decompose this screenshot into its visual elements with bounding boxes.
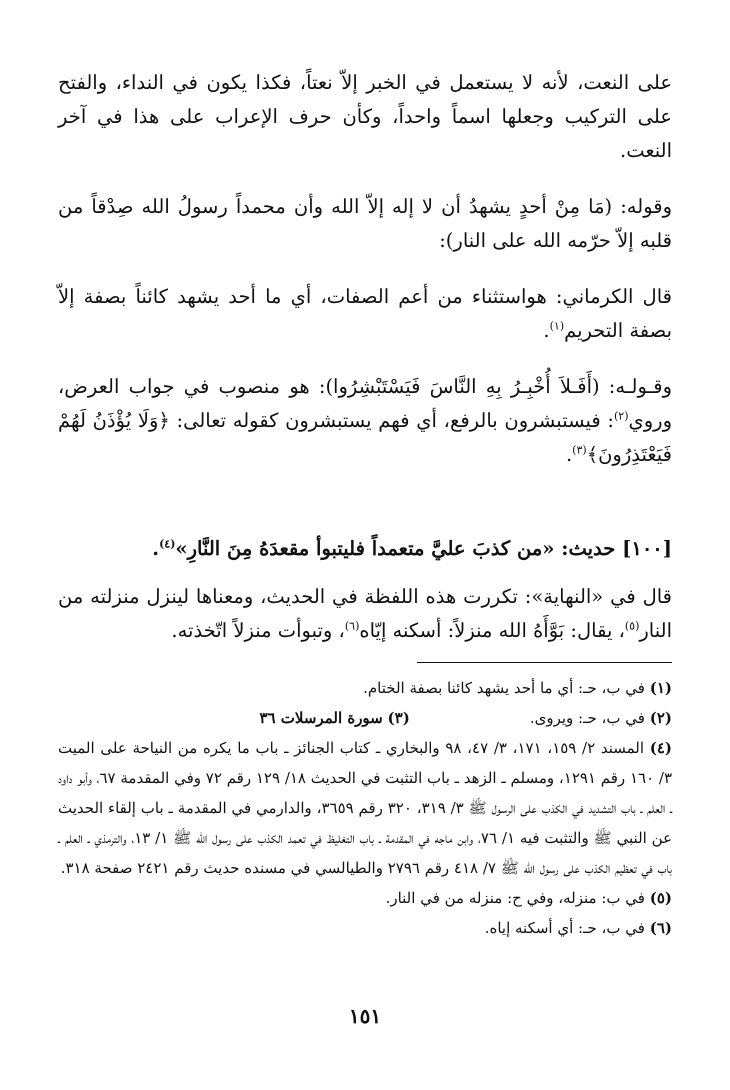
paragraph-text: ، يقال: بَوَّأَهُ الله منزلاً: أسكنه إيّاه <box>359 619 625 642</box>
footnote-1 <box>58 673 672 703</box>
paragraph-afala <box>58 370 672 472</box>
footnote-text: سورة المرسلات ٣٦ <box>259 709 383 727</box>
footnote-ref: (٤) <box>159 537 176 551</box>
hadith-heading <box>58 532 672 566</box>
footnote-3 <box>259 703 409 733</box>
footnote-text: في ب، حـ: أي أسكنه إياه. <box>484 919 645 937</box>
footnote-number: (٤) <box>649 739 673 757</box>
paragraph-end: . <box>543 319 550 342</box>
footnote-ref: (٣) <box>572 443 587 457</box>
paragraph-end: . <box>565 443 573 466</box>
paragraph-end: . <box>152 537 160 560</box>
paragraph-text: وقوله: (مَا مِنْ أحدٍ يشهدُ أن لا إله إلاّ الله وأن محمداً رسولُ الله صِدْقاً من قلبه إلاّ حرّمه الله على النار): <box>58 195 672 252</box>
paragraph-text: قال الكرماني: هواستثناء من أعم الصفات، أي ما أحد يشهد كائناً بصفة إلاّ بصفة التحريم <box>58 285 672 342</box>
footnote-number: (٥) <box>649 889 672 907</box>
footnote-6 <box>58 913 672 943</box>
footnote-4 <box>58 733 672 883</box>
hadith-text: [١٠٠] حديث: «من كذبَ عليَّ متعمداً فليتبوأ مقعدَهُ مِنَ النَّارِ» <box>175 537 672 560</box>
footnote-text: في ب: منزله، وفي ح: منزله من في النار. <box>385 889 645 907</box>
paragraph-nihaya <box>58 580 672 648</box>
footnote-5 <box>58 883 672 913</box>
footnote-ref: (٦) <box>344 619 360 633</box>
paragraph-text: على النعت، لأنه لا يستعمل في الخبر إلاّ نعتاً، فكذا يكون في النداء، والفتح على التركيب وجعلها اسماً واحداً، وكأن حرف الإعراب على هذا في آخر النعت. <box>58 71 672 162</box>
paragraph-text: وقـولـه: (أَفَـلاَ أُخْبِـرُ بِهِ النَّاسَ فَيَسْتَبْشِرُوا): هو منصوب في جواب العرض، وروي <box>58 375 672 432</box>
footnote-number: (١) <box>649 679 672 697</box>
footnotes-section <box>58 673 672 943</box>
footnote-row-2-3 <box>58 703 672 733</box>
footnote-text: في ب، حـ: ويروى. <box>529 709 645 727</box>
footnote-text: في ب، حـ: أي ما أحد يشهد كائنا بصفة الختام. <box>363 679 645 697</box>
paragraph-text: قال في «النهاية»: تكررت هذه اللفظة في الحديث، ومعناها لينزل منزلته من النار <box>58 585 672 642</box>
paragraph-kirmani <box>58 280 672 348</box>
footnote-divider <box>417 662 672 663</box>
footnote-text: المسند ٢/ ١٥٩، ١٧١، ٣/ ٤٧، ٩٨ والبخاري ـ كتاب الجنائز ـ باب ما يكره من النياحة على الميت ٣/ ١٦٠ رقم ١٢٩١، ومسلم ـ الزهد ـ باب التثبت في الحديث ١٨/ ١٢٩ رقم ٧٢ وفي المقدمة ٦٧، وأبو داود ـ العلم ـ باب التشديد في الكذب على الرسول ﷺ ٣/ ٣١٩، ٣٢٠ رقم ٣٦٥٩، والدارمي في المقدمة ـ باب إلقاء الحديث عن النبي ﷺ والتثبت فيه ١/ ٧٦، وابن ماجه في المقدمة ـ باب التغليظ في تعمد الكذب على رسول الله ﷺ ١/ ١٣، والترمذي ـ العلم ـ باب في تعظيم الكذب على رسول الله ﷺ ٧/ ٤١٨ رقم ٢٧٩٦ والطيالسي في مسنده حديث رقم ٢٤٢١ صفحة ٣١٨. <box>58 739 673 877</box>
footnote-number: (٢) <box>649 709 672 727</box>
paragraph-nat <box>58 66 672 168</box>
paragraph-hadith-quote <box>58 190 672 258</box>
footnote-number: (٦) <box>649 919 672 937</box>
paragraph-text: ، وتبوأت منزلاً اتّخذته. <box>171 619 345 642</box>
footnote-number: (٣) <box>387 709 410 727</box>
paragraph-text: : فيستبشرون بالرفع، أي فهم يستبشرون كقوله تعالى: ﴿وَلَا يُؤْذَنُ لَهُمْ فَيَعْتَذِرُونَ﴾ <box>58 409 672 466</box>
footnote-ref: (٢) <box>613 409 629 423</box>
footnote-ref: (١) <box>549 319 565 333</box>
footnote-2 <box>530 703 672 733</box>
page-number: ١٥١ <box>348 1004 382 1028</box>
footnote-ref: (٥) <box>624 619 640 633</box>
